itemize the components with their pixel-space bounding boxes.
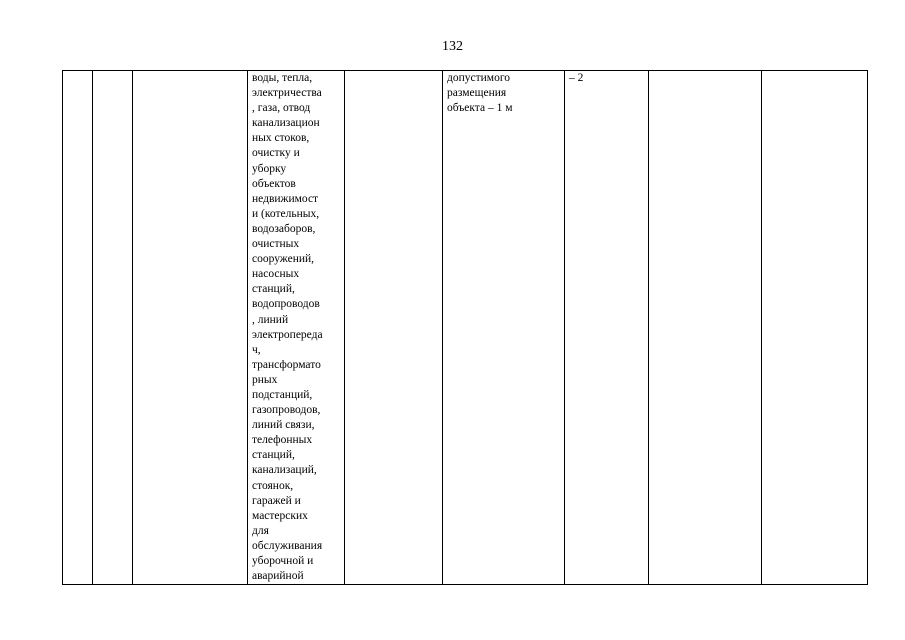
table-cell-5	[345, 71, 443, 585]
table-cell-8	[649, 71, 762, 585]
cell-text-placement: допустимого размещения объекта – 1 м	[447, 72, 513, 115]
document-table-container	[62, 70, 868, 585]
table-cell-9	[762, 71, 868, 585]
cell-text-value: – 2	[569, 72, 584, 84]
document-table	[62, 70, 868, 585]
table-cell-1	[63, 71, 93, 585]
table-row	[63, 71, 868, 585]
table-cell-value	[565, 71, 649, 585]
table-cell-purpose	[248, 71, 345, 585]
table-cell-placement	[443, 71, 565, 585]
cell-text-purpose: воды, тепла, электричества , газа, отвод канализацион ных стоков, очистку и уборку объектов недвижимост и (котельных, водозаборов, очистных сооружений, насосных станций, водопроводов , линий электропереда ч, трансформато рных подстанций, газопроводов, линий связи, телефонных станций, канализаций, стоянок, гаражей и мастерских для обслуживания уборочной и аварийной	[252, 72, 323, 583]
table-cell-3	[133, 71, 248, 585]
page-number: 132	[442, 39, 463, 54]
table-cell-2	[93, 71, 133, 585]
